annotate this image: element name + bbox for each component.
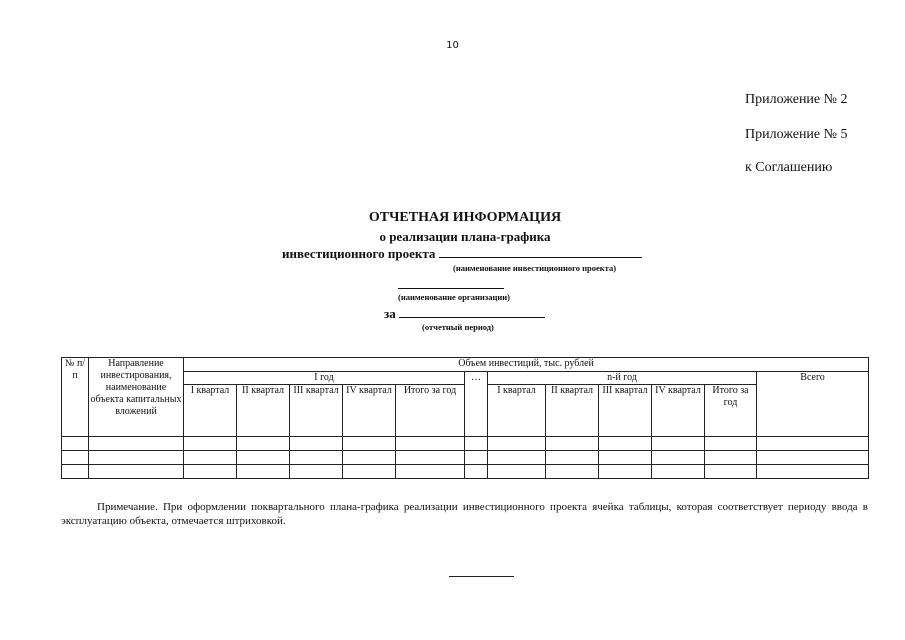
annex-line-3: к Соглашению	[745, 160, 833, 175]
org-name-blank	[398, 276, 504, 289]
table-row	[62, 465, 869, 479]
annex-line-2: Приложение № 5	[745, 127, 848, 142]
header-y1-q2: II квартал	[237, 385, 290, 437]
project-caption: (наименование инвестиционного проекта)	[453, 263, 617, 273]
header-yn-q1: I квартал	[488, 385, 546, 437]
org-name-row	[398, 276, 504, 293]
project-label: инвестиционного проекта	[282, 246, 436, 261]
document-title: ОТЧЕТНАЯ ИНФОРМАЦИЯ	[368, 210, 562, 225]
header-yn-total: Итого за год	[705, 385, 757, 437]
header-total: Всего	[757, 372, 869, 437]
project-name-row	[282, 245, 642, 262]
page-number: 10	[446, 40, 459, 51]
table-row	[62, 437, 869, 451]
period-blank	[399, 305, 545, 318]
header-num: № п/п	[62, 358, 89, 437]
header-row-1	[62, 358, 869, 372]
note-text: Примечание. При оформлении поквартального плана-графика реализации инвестиционного проекта ячейка таблицы, которая соответствует периоду ввода в эксплуатацию объекта, отмечается штриховкой.	[61, 501, 868, 527]
header-yn-q3: III квартал	[599, 385, 652, 437]
end-separator-line	[449, 576, 514, 577]
document-subtitle: о реализации плана-графика	[379, 229, 551, 244]
project-name-blank	[439, 245, 642, 258]
investment-report-table	[61, 357, 869, 479]
header-year-n: n-й год	[488, 372, 757, 385]
header-direction: Направление инвестирования, наименование объекта капитальных вложений	[89, 358, 184, 437]
period-row	[384, 305, 545, 322]
period-label: за	[384, 306, 396, 321]
period-caption: (отчетный период)	[422, 322, 494, 332]
header-yn-q4: IV квартал	[652, 385, 705, 437]
header-y1-q4: IV квартал	[343, 385, 396, 437]
header-investment-volume: Объем инвестиций, тыс. рублей	[184, 358, 869, 372]
header-ellipsis: …	[465, 372, 488, 437]
header-y1-total: Итого за год	[396, 385, 465, 437]
header-y1-q3: III квартал	[290, 385, 343, 437]
annex-line-1: Приложение № 2	[745, 92, 848, 107]
table-row	[62, 451, 869, 465]
header-year-1: I год	[184, 372, 465, 385]
header-y1-q1: I квартал	[184, 385, 237, 437]
header-yn-q2: II квартал	[546, 385, 599, 437]
header-row-2	[62, 372, 869, 385]
org-caption: (наименование организации)	[398, 292, 510, 302]
